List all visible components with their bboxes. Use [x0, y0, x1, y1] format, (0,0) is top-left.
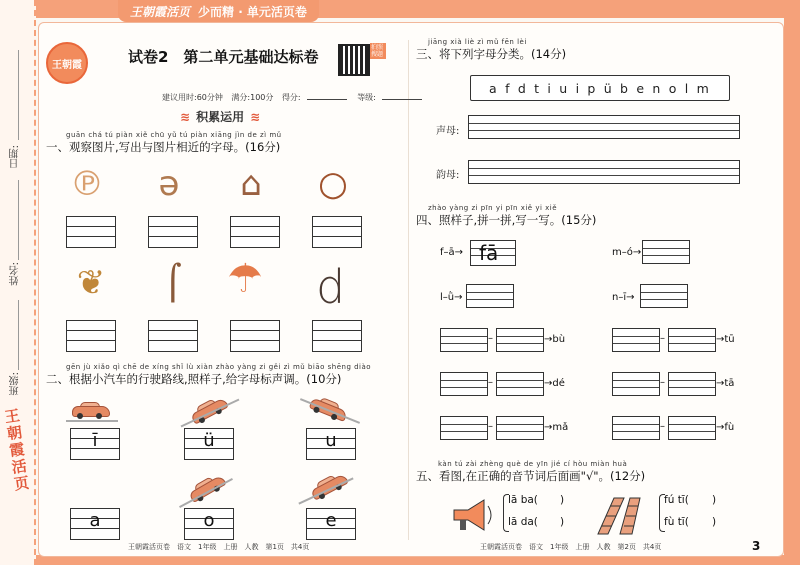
qr-code-icon: [338, 44, 370, 76]
yunmu-label: 韵母:: [436, 170, 460, 181]
target-ta: →tā: [716, 378, 735, 389]
pinyin-box[interactable]: [668, 328, 716, 352]
pinyin-box[interactable]: [496, 416, 544, 440]
page-title: 试卷2 第二单元基础达标卷: [128, 48, 319, 66]
name-label: 姓名:: [10, 262, 21, 286]
tone-letter: a: [89, 510, 101, 531]
q2-pinyin: gēn jù xiǎo qì chē de xíng shǐ lù xiàn zhào yàng zi gěi zì mǔ biāo shēng diào: [66, 363, 372, 371]
target-tu: →tū: [716, 334, 735, 345]
q5-pinyin: kàn tú zài zhèng què de yīn jié cí hòu miàn huà: [438, 460, 628, 468]
check-slot[interactable]: ): [560, 516, 565, 528]
dash-symbol: –: [488, 333, 493, 344]
answer-box[interactable]: [312, 320, 362, 352]
formula-l-v: l–ǜ→: [440, 292, 463, 303]
tone-box[interactable]: [184, 508, 234, 540]
check-slot[interactable]: ): [712, 516, 717, 528]
dash-symbol: –: [488, 421, 493, 432]
target-fu: →fù: [716, 422, 735, 433]
page-number: 3: [752, 539, 761, 553]
page-divider: [408, 40, 409, 540]
example-answer: fā: [479, 241, 499, 265]
pinyin-box[interactable]: [612, 372, 660, 396]
dash-symbol: –: [488, 377, 493, 388]
top-banner: [118, 0, 319, 22]
yunmu-answer[interactable]: [468, 160, 740, 184]
pinyin-box[interactable]: [440, 328, 488, 352]
wave-icon: ≋: [250, 109, 261, 124]
banner-brand: 王朝霞活页: [130, 4, 191, 19]
route-line: [66, 420, 118, 422]
answer-box[interactable]: [312, 216, 362, 248]
dash-symbol: –: [660, 421, 665, 432]
escalator-icon: [594, 490, 650, 538]
answer-box[interactable]: [148, 320, 198, 352]
pinyin-box[interactable]: [612, 416, 660, 440]
tone-letter: o: [203, 510, 215, 531]
pipa-picture-icon: ℗: [70, 164, 104, 204]
shrimp-picture-icon: ə: [158, 164, 180, 204]
tone-box[interactable]: [70, 428, 120, 460]
option-lada: lā da(: [508, 516, 538, 528]
option-futi-4: fù tī(: [664, 516, 689, 528]
formula-n-i: n–ī→: [612, 292, 635, 303]
section-heading: [180, 108, 260, 125]
q4-pinyin: zhào yàng zi pīn yi pīn xiě yi xiě: [428, 204, 558, 212]
tone-box[interactable]: [306, 428, 356, 460]
tone-box[interactable]: [70, 508, 120, 540]
pinyin-box[interactable]: [612, 328, 660, 352]
check-slot[interactable]: ): [712, 494, 717, 506]
car-flat-icon: [72, 402, 108, 418]
example-box: [470, 240, 516, 266]
pinyin-box[interactable]: [640, 284, 688, 308]
date-line: [18, 50, 20, 140]
umbrella-picture-icon: ☂: [227, 256, 263, 302]
target-ma: →mǎ: [544, 422, 569, 433]
gate-picture-icon: ⌂: [240, 164, 262, 204]
loudspeaker-icon: [450, 496, 496, 536]
section-title: 积累运用: [196, 110, 245, 124]
banner-series: 少而精 · 单元活页卷: [198, 4, 307, 19]
answer-box[interactable]: [148, 216, 198, 248]
formula-m-o: m–ó→: [612, 247, 642, 258]
option-futi-2: fú tī(: [664, 494, 689, 506]
score-text: 满分:100分: [231, 93, 274, 102]
q1-text: 一、观察图片,写出与图片相近的字母。(16分): [46, 140, 281, 154]
example-formula: f–ā→: [440, 247, 464, 258]
tone-box[interactable]: [184, 428, 234, 460]
tone-letter: e: [325, 510, 337, 531]
pinyin-box[interactable]: [642, 240, 690, 264]
footer-left: 王朝霞活页卷 语文 1年级 上册 人教 第1页 共4页: [128, 543, 310, 551]
answer-box[interactable]: [66, 320, 116, 352]
tone-letter: u: [325, 430, 337, 451]
time-text: 建议用时:60分钟: [162, 93, 223, 102]
tone-letter: ī: [92, 430, 98, 451]
answer-box[interactable]: [230, 216, 280, 248]
q1-pinyin: guān chá tú piàn xiě chū yǔ tú piàn xiāng jìn de zì mǔ: [66, 131, 282, 139]
footer-right: 王朝霞活页卷 语文 1年级 上册 人教 第2页 共4页: [480, 543, 662, 551]
tone-box[interactable]: [306, 508, 356, 540]
cane-picture-icon: ⌠: [164, 263, 182, 303]
answer-box[interactable]: [230, 320, 280, 352]
pinyin-box[interactable]: [466, 284, 514, 308]
pinyin-box[interactable]: [440, 416, 488, 440]
pinyin-box[interactable]: [668, 416, 716, 440]
qr-label: 拍照搜题: [370, 43, 386, 59]
score-blank[interactable]: [307, 99, 347, 100]
exam-meta: [162, 92, 430, 103]
dash-symbol: –: [660, 377, 665, 388]
ring-picture-icon: ○: [318, 164, 348, 204]
letter-picture-d: d: [316, 260, 346, 314]
wave-icon: ≋: [180, 109, 191, 124]
frame-right: [784, 0, 800, 565]
pinyin-box[interactable]: [496, 372, 544, 396]
pinyin-box[interactable]: [668, 372, 716, 396]
letters-strip: a f d t i u i p ü b e n o l m: [470, 75, 730, 101]
q3-pinyin: jiāng xià liè zì mǔ fēn lèi: [428, 38, 527, 46]
grade-label: 等级:: [357, 93, 376, 102]
answer-box[interactable]: [66, 216, 116, 248]
date-label: 日期:: [10, 145, 21, 169]
target-bu: →bù: [544, 334, 566, 345]
got-label: 得分:: [281, 93, 301, 102]
check-slot[interactable]: ): [560, 494, 565, 506]
pinyin-box[interactable]: [496, 328, 544, 352]
side-brand-logo: 王朝霞活页: [3, 406, 31, 494]
shengmu-answer[interactable]: [468, 115, 740, 139]
bird-picture-icon: ❦: [76, 263, 106, 303]
tone-letter: ü: [203, 430, 215, 451]
q4-text: 四、照样子,拼一拼,写一写。(15分): [416, 213, 597, 227]
brand-logo: 王朝霞: [46, 42, 88, 84]
q2-text: 二、根据小汽车的行驶路线,照样子,给字母标声调。(10分): [46, 372, 342, 386]
grade-blank[interactable]: [382, 99, 422, 100]
shengmu-label: 声母:: [436, 126, 460, 137]
q3-text: 三、将下列字母分类。(14分): [416, 47, 567, 61]
target-de: →dé: [544, 378, 565, 389]
q5-text: 五、看图,在正确的音节词后面画"√"。(12分): [416, 469, 646, 483]
option-laba: lā ba(: [508, 494, 538, 506]
dash-symbol: –: [660, 333, 665, 344]
pinyin-box[interactable]: [440, 372, 488, 396]
class-line: [18, 300, 20, 370]
name-line: [18, 180, 20, 260]
class-label: 班级:: [10, 372, 21, 396]
